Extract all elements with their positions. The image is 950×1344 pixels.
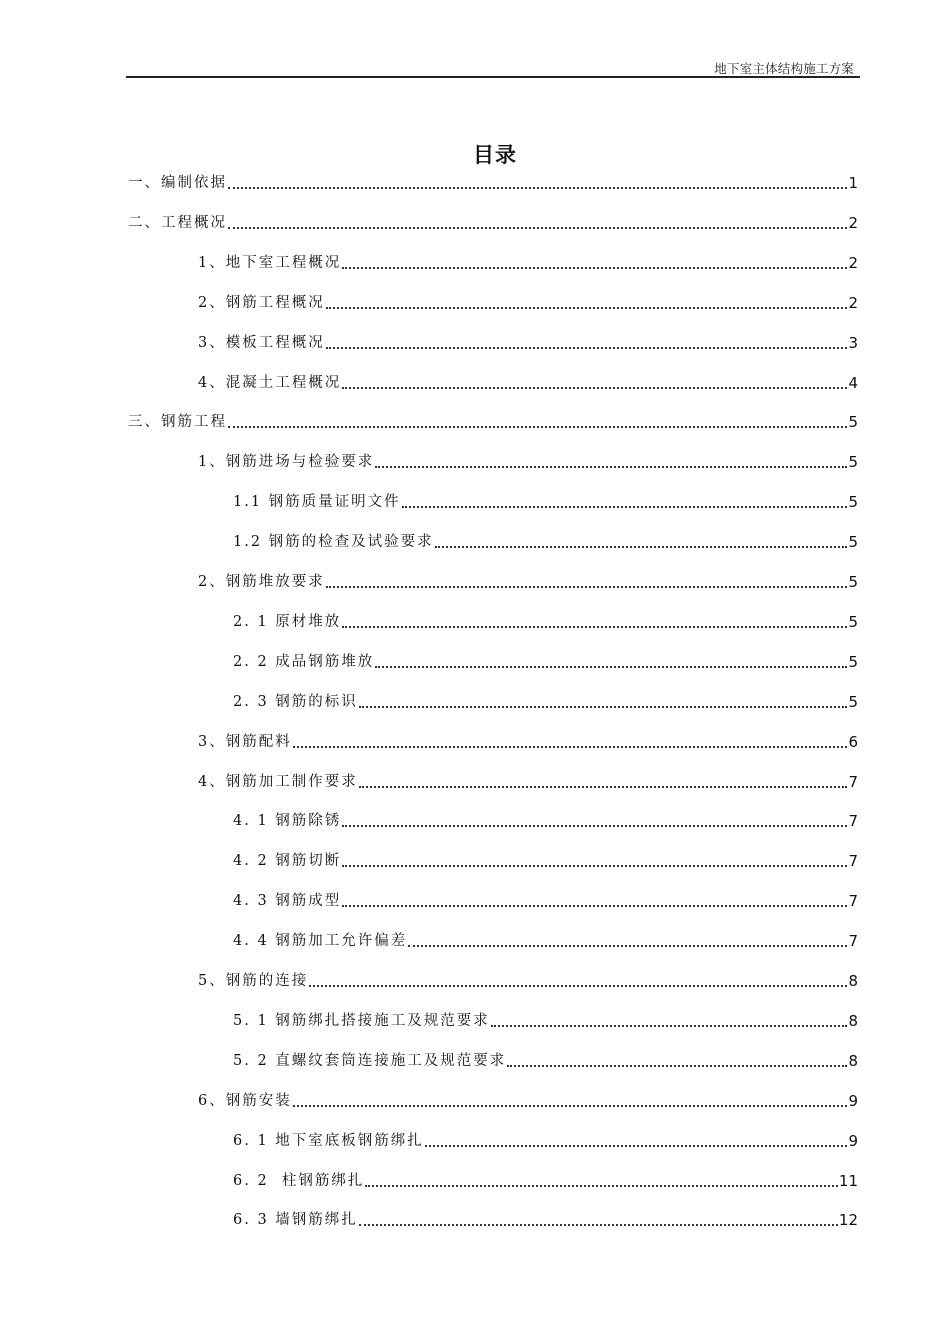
- toc-entry[interactable]: [233, 1008, 858, 1030]
- toc-entry[interactable]: [233, 609, 858, 631]
- dot-leader: [342, 266, 847, 269]
- toc-entry-label: 1、地下室工程概况: [198, 254, 342, 271]
- toc-entry-page-number: 5: [848, 493, 858, 512]
- toc-entry[interactable]: [233, 1207, 858, 1229]
- toc-entry-label: 4. 4 钢筋加工允许偏差: [233, 933, 408, 950]
- toc-entry-label: 5、钢筋的连接: [198, 973, 309, 989]
- dot-leader: [228, 226, 847, 229]
- dot-leader: [375, 465, 847, 468]
- toc-entry-page-number: 5: [848, 413, 858, 432]
- toc-entry-page-number: 2: [848, 213, 858, 232]
- toc-entry-page-number: 11: [838, 1171, 858, 1190]
- toc-entry-page-number: 9: [848, 1131, 858, 1150]
- toc-entry-label: 1.2 钢筋的检查及试验要求: [233, 534, 434, 551]
- toc-entry[interactable]: [198, 729, 858, 751]
- toc-entry-page-number: 5: [848, 692, 858, 711]
- toc-entry-page-number: 7: [848, 932, 858, 951]
- toc-entry-label: 6. 3 墙钢筋绑扎: [233, 1212, 358, 1229]
- toc-entry-page-number: 5: [848, 612, 858, 631]
- dot-leader: [408, 944, 847, 947]
- toc-entry-label: 3、模板工程概况: [198, 334, 325, 351]
- toc-entry[interactable]: [128, 210, 858, 232]
- running-title: 地下室主体结构施工方案: [714, 61, 854, 76]
- toc-entry-page-number: 5: [848, 533, 858, 552]
- toc-entry-label: 5. 1 钢筋绑扎搭接施工及规范要求: [233, 1012, 490, 1029]
- toc-entry-page-number: 7: [848, 892, 858, 911]
- dot-leader: [342, 864, 847, 867]
- toc-entry[interactable]: [233, 1128, 858, 1150]
- toc-entry-page-number: 8: [848, 972, 858, 990]
- dot-leader: [342, 386, 847, 389]
- toc-entry-label: 1、钢筋进场与检验要求: [198, 454, 375, 471]
- toc-entry[interactable]: [198, 250, 858, 272]
- toc-entry-page-number: 8: [848, 1051, 858, 1070]
- dot-leader: [342, 824, 847, 827]
- toc-entry[interactable]: [198, 569, 858, 591]
- dot-leader: [375, 665, 847, 668]
- toc-entry[interactable]: [233, 888, 858, 910]
- dot-leader: [342, 625, 847, 628]
- toc-entry-label: 2. 2 成品钢筋堆放: [233, 653, 375, 670]
- toc-entry-label: 5. 2 直螺纹套筒连接施工及规范要求: [233, 1052, 507, 1069]
- dot-leader: [293, 1104, 848, 1107]
- toc-entry-label: 2. 1 原材堆放: [233, 613, 342, 630]
- toc-entry[interactable]: [233, 489, 858, 511]
- toc-entry[interactable]: [233, 1048, 858, 1070]
- toc-entry[interactable]: [233, 649, 858, 671]
- toc-entry[interactable]: [198, 449, 858, 471]
- dot-leader: [507, 1064, 847, 1067]
- toc-entry-page-number: 5: [848, 453, 858, 472]
- toc-entry[interactable]: [233, 808, 858, 830]
- toc-title: 目录: [473, 143, 517, 167]
- toc-entry[interactable]: [128, 170, 858, 192]
- toc-entry[interactable]: [233, 529, 858, 551]
- toc-entry-page-number: 12: [838, 1211, 858, 1230]
- toc-entry-page-number: 2: [848, 293, 858, 312]
- toc-entry[interactable]: [233, 928, 858, 950]
- toc-entry[interactable]: [198, 330, 858, 352]
- toc-entry-label: 3、钢筋配料: [198, 733, 292, 750]
- toc-entry-label: 一、编制依据: [128, 175, 227, 191]
- toc-entry-page-number: 5: [848, 573, 858, 591]
- toc-entry-page-number: 8: [848, 1011, 858, 1030]
- toc-entry-label: 4. 1 钢筋除锈: [233, 813, 342, 830]
- toc-entry[interactable]: [198, 290, 858, 312]
- dot-leader: [365, 1184, 838, 1187]
- toc-entry-label: 2. 3 钢筋的标识: [233, 693, 358, 710]
- toc-entry-page-number: 4: [848, 373, 858, 392]
- toc-entry-label: 2、钢筋堆放要求: [198, 574, 325, 590]
- dot-leader: [402, 505, 848, 508]
- toc-entry-label: 6. 1 地下室底板钢筋绑扎: [233, 1132, 424, 1149]
- toc-entry-label: 6、钢筋安装: [198, 1092, 292, 1109]
- toc-entry-page-number: 6: [848, 732, 858, 751]
- dot-leader: [342, 904, 847, 907]
- toc-entry[interactable]: [233, 1168, 858, 1190]
- toc-entry-page-number: 7: [848, 812, 858, 831]
- toc-entry-page-number: 7: [848, 852, 858, 871]
- toc-entry-label: 6. 2 柱钢筋绑扎: [233, 1172, 365, 1189]
- dot-leader: [293, 745, 848, 748]
- toc-entry[interactable]: [198, 370, 858, 392]
- toc-entry-page-number: 2: [848, 253, 858, 272]
- toc-entry-page-number: 3: [848, 333, 858, 352]
- toc-entry-label: 4. 3 钢筋成型: [233, 893, 342, 910]
- toc-entry[interactable]: [198, 968, 858, 990]
- dot-leader: [326, 306, 848, 309]
- dot-leader: [326, 585, 848, 588]
- toc-entry-label: 4、钢筋加工制作要求: [198, 773, 358, 790]
- toc-entry[interactable]: [128, 409, 858, 431]
- dot-leader: [359, 705, 848, 708]
- toc-entry-page-number: 7: [848, 772, 858, 791]
- dot-leader: [425, 1144, 848, 1147]
- dot-leader: [228, 425, 847, 428]
- dot-leader: [309, 984, 847, 987]
- toc-entry-label: 4、混凝土工程概况: [198, 374, 342, 391]
- toc-entry-label: 二、工程概况: [128, 214, 227, 231]
- dot-leader: [359, 1223, 838, 1226]
- toc-entry-label: 2、钢筋工程概况: [198, 294, 325, 311]
- toc-entry[interactable]: [233, 689, 858, 711]
- toc-entry-label: 三、钢筋工程: [128, 414, 227, 431]
- toc-entry[interactable]: [198, 769, 858, 791]
- toc-entry-page-number: 9: [848, 1091, 858, 1110]
- dot-leader: [359, 785, 848, 788]
- page-header: [126, 54, 860, 78]
- toc-entry[interactable]: [198, 1088, 858, 1110]
- toc-entry-label: 4. 2 钢筋切断: [233, 853, 342, 870]
- toc-entry-label: 1.1 钢筋质量证明文件: [233, 494, 401, 511]
- dot-leader: [491, 1024, 848, 1027]
- toc-entry-page-number: 5: [848, 652, 858, 671]
- dot-leader: [228, 186, 847, 189]
- dot-leader: [435, 545, 848, 548]
- toc-entry-page-number: 1: [848, 174, 858, 192]
- toc-entry[interactable]: [233, 848, 858, 870]
- dot-leader: [326, 346, 848, 349]
